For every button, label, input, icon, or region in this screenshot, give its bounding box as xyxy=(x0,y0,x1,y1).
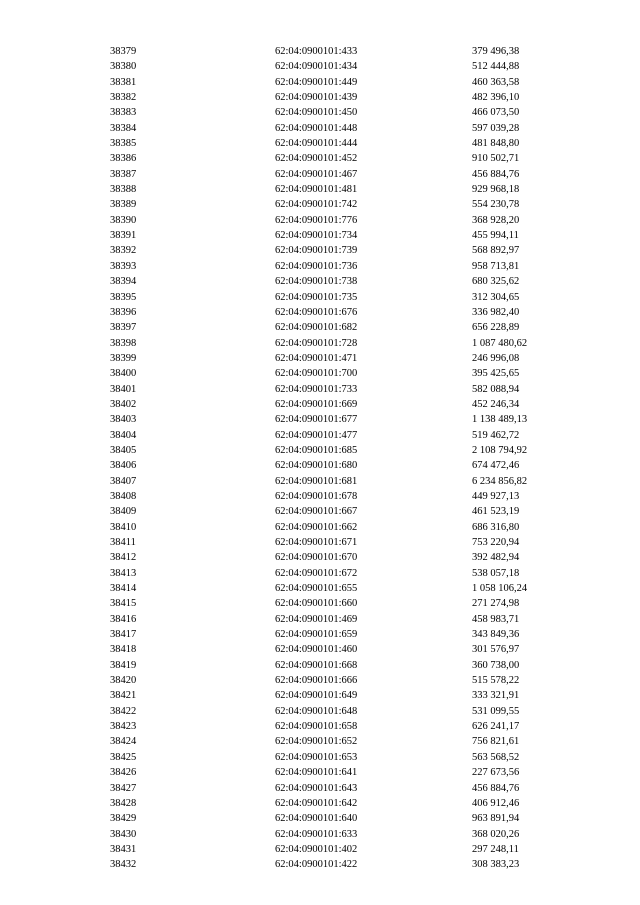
table-row xyxy=(0,382,640,397)
row-number: 38423 xyxy=(110,721,137,733)
row-number: 38381 xyxy=(110,76,137,88)
cadastral-number: 62:04:0900101:667 xyxy=(275,506,358,518)
table-row xyxy=(0,857,640,872)
table-row xyxy=(0,182,640,197)
cadastral-number: 62:04:0900101:672 xyxy=(275,567,358,579)
row-number: 38386 xyxy=(110,153,137,165)
cadastral-number: 62:04:0900101:643 xyxy=(275,782,358,794)
cadastral-number: 62:04:0900101:671 xyxy=(275,537,358,548)
row-number: 38390 xyxy=(110,214,137,226)
cadastral-number: 62:04:0900101:659 xyxy=(275,629,358,641)
cadastral-number: 62:04:0900101:738 xyxy=(275,276,358,288)
table-row xyxy=(0,259,640,274)
cadastral-number: 62:04:0900101:449 xyxy=(275,76,358,88)
table-row xyxy=(0,658,640,673)
table-row xyxy=(0,734,640,749)
table-row xyxy=(0,213,640,228)
cadastral-value: 343 849,36 xyxy=(472,629,520,641)
row-number: 38397 xyxy=(110,322,137,334)
cadastral-number: 62:04:0900101:471 xyxy=(275,352,358,364)
cadastral-number: 62:04:0900101:433 xyxy=(275,46,358,57)
cadastral-value: 531 099,55 xyxy=(472,705,520,717)
cadastral-value: 963 891,94 xyxy=(472,813,520,825)
cadastral-value: 1 087 480,62 xyxy=(472,337,528,349)
cadastral-number: 62:04:0900101:742 xyxy=(275,199,358,211)
row-number: 38406 xyxy=(110,460,137,472)
cadastral-value: 929 968,18 xyxy=(472,184,520,196)
cadastral-value: 466 073,50 xyxy=(472,107,520,119)
cadastral-number: 62:04:0900101:734 xyxy=(275,230,358,242)
row-number: 38387 xyxy=(110,168,137,180)
row-number: 38389 xyxy=(110,199,137,211)
cadastral-value: 680 325,62 xyxy=(472,276,520,288)
row-number: 38398 xyxy=(110,337,137,349)
cadastral-number: 62:04:0900101:448 xyxy=(275,122,358,134)
cadastral-value: 452 246,34 xyxy=(472,398,520,410)
table-row xyxy=(0,243,640,258)
cadastral-value: 6 234 856,82 xyxy=(472,475,528,487)
cadastral-number: 62:04:0900101:460 xyxy=(275,644,358,656)
row-number: 38403 xyxy=(110,414,137,426)
cadastral-value: 2 108 794,92 xyxy=(472,444,528,456)
table-row xyxy=(0,612,640,627)
row-number: 38396 xyxy=(110,306,137,318)
cadastral-value: 336 982,40 xyxy=(472,306,520,318)
row-number: 38431 xyxy=(110,843,137,855)
cadastral-number: 62:04:0900101:642 xyxy=(275,797,358,809)
table-row xyxy=(0,781,640,796)
row-number: 38392 xyxy=(110,245,137,257)
cadastral-number: 62:04:0900101:469 xyxy=(275,613,358,625)
cadastral-number: 62:04:0900101:669 xyxy=(275,398,358,410)
row-number: 38382 xyxy=(110,92,137,104)
row-number: 38420 xyxy=(110,675,137,687)
cadastral-value: 753 220,94 xyxy=(472,537,520,548)
cadastral-value: 756 821,61 xyxy=(472,736,520,748)
table-row xyxy=(0,765,640,780)
row-number: 38432 xyxy=(110,859,137,871)
cadastral-value: 958 713,81 xyxy=(472,260,520,272)
cadastral-number: 62:04:0900101:452 xyxy=(275,153,358,165)
table-row xyxy=(0,842,640,857)
cadastral-value: 406 912,46 xyxy=(472,797,520,809)
cadastral-value: 563 568,52 xyxy=(472,751,520,763)
table-row xyxy=(0,136,640,151)
table-row xyxy=(0,566,640,581)
row-number: 38405 xyxy=(110,444,137,456)
cadastral-value: 674 472,46 xyxy=(472,460,520,472)
cadastral-number: 62:04:0900101:481 xyxy=(275,184,358,196)
table-row xyxy=(0,811,640,826)
table-row xyxy=(0,397,640,412)
row-number: 38410 xyxy=(110,521,137,533)
cadastral-value: 538 057,18 xyxy=(472,567,520,579)
cadastral-value: 392 482,94 xyxy=(472,552,520,564)
cadastral-number: 62:04:0900101:652 xyxy=(275,736,358,748)
cadastral-number: 62:04:0900101:676 xyxy=(275,306,358,318)
cadastral-number: 62:04:0900101:662 xyxy=(275,521,358,533)
cadastral-value: 626 241,17 xyxy=(472,721,520,733)
table-row xyxy=(0,151,640,166)
row-number: 38400 xyxy=(110,368,137,380)
cadastral-value: 461 523,19 xyxy=(472,506,520,518)
cadastral-number: 62:04:0900101:736 xyxy=(275,260,358,272)
table-row xyxy=(0,827,640,842)
cadastral-number: 62:04:0900101:655 xyxy=(275,583,358,595)
cadastral-number: 62:04:0900101:735 xyxy=(275,291,358,303)
cadastral-value: 379 496,38 xyxy=(472,46,520,57)
cadastral-number: 62:04:0900101:733 xyxy=(275,383,358,395)
table-row xyxy=(0,290,640,305)
cadastral-number: 62:04:0900101:477 xyxy=(275,429,358,441)
cadastral-value: 582 088,94 xyxy=(472,383,520,395)
cadastral-value: 512 444,88 xyxy=(472,61,520,73)
table-row xyxy=(0,167,640,182)
cadastral-value: 568 892,97 xyxy=(472,245,520,257)
table-row xyxy=(0,443,640,458)
table-row xyxy=(0,596,640,611)
table-row xyxy=(0,688,640,703)
cadastral-value: 456 884,76 xyxy=(472,168,520,180)
cadastral-number: 62:04:0900101:467 xyxy=(275,168,358,180)
cadastral-value: 686 316,80 xyxy=(472,521,520,533)
cadastral-number: 62:04:0900101:402 xyxy=(275,843,358,855)
cadastral-value: 458 983,71 xyxy=(472,613,520,625)
table-row xyxy=(0,197,640,212)
cadastral-value: 1 138 489,13 xyxy=(472,414,528,426)
row-number: 38395 xyxy=(110,291,137,303)
cadastral-value: 308 383,23 xyxy=(472,859,520,871)
cadastral-number: 62:04:0900101:739 xyxy=(275,245,358,257)
row-number: 38399 xyxy=(110,352,137,364)
row-number: 38426 xyxy=(110,767,137,779)
cadastral-value: 656 228,89 xyxy=(472,322,520,334)
cadastral-number: 62:04:0900101:681 xyxy=(275,475,358,487)
table-row xyxy=(0,105,640,120)
table-row xyxy=(0,75,640,90)
cadastral-number: 62:04:0900101:450 xyxy=(275,107,358,119)
row-number: 38394 xyxy=(110,276,137,288)
row-number: 38424 xyxy=(110,736,137,748)
row-number: 38416 xyxy=(110,613,137,625)
row-number: 38391 xyxy=(110,230,137,242)
cadastral-value: 460 363,58 xyxy=(472,76,520,88)
cadastral-value-table xyxy=(0,44,640,873)
table-row xyxy=(0,336,640,351)
table-row xyxy=(0,412,640,427)
row-number: 38388 xyxy=(110,184,137,196)
row-number: 38409 xyxy=(110,506,137,518)
cadastral-number: 62:04:0900101:682 xyxy=(275,322,358,334)
table-row xyxy=(0,305,640,320)
row-number: 38411 xyxy=(110,537,136,548)
cadastral-value: 456 884,76 xyxy=(472,782,520,794)
cadastral-number: 62:04:0900101:653 xyxy=(275,751,358,763)
cadastral-value: 297 248,11 xyxy=(472,843,519,855)
row-number: 38401 xyxy=(110,383,137,395)
row-number: 38418 xyxy=(110,644,137,656)
cadastral-value: 515 578,22 xyxy=(472,675,520,687)
table-row xyxy=(0,458,640,473)
cadastral-number: 62:04:0900101:640 xyxy=(275,813,358,825)
cadastral-value: 368 020,26 xyxy=(472,828,520,840)
table-row xyxy=(0,581,640,596)
table-row xyxy=(0,121,640,136)
cadastral-number: 62:04:0900101:444 xyxy=(275,138,358,150)
row-number: 38417 xyxy=(110,629,137,641)
cadastral-number: 62:04:0900101:633 xyxy=(275,828,358,840)
cadastral-value: 910 502,71 xyxy=(472,153,520,165)
cadastral-number: 62:04:0900101:680 xyxy=(275,460,358,472)
cadastral-value: 449 927,13 xyxy=(472,490,520,502)
row-number: 38384 xyxy=(110,122,137,134)
cadastral-number: 62:04:0900101:658 xyxy=(275,721,358,733)
table-row xyxy=(0,796,640,811)
cadastral-value: 481 848,80 xyxy=(472,138,520,150)
cadastral-number: 62:04:0900101:776 xyxy=(275,214,358,226)
row-number: 38413 xyxy=(110,567,137,579)
table-row xyxy=(0,59,640,74)
cadastral-value: 554 230,78 xyxy=(472,199,520,211)
row-number: 38428 xyxy=(110,797,137,809)
cadastral-value: 227 673,56 xyxy=(472,767,520,779)
cadastral-number: 62:04:0900101:728 xyxy=(275,337,358,349)
table-row xyxy=(0,489,640,504)
cadastral-value: 246 996,08 xyxy=(472,352,520,364)
cadastral-number: 62:04:0900101:666 xyxy=(275,675,358,687)
row-number: 38402 xyxy=(110,398,137,410)
table-row xyxy=(0,550,640,565)
row-number: 38421 xyxy=(110,690,137,702)
cadastral-number: 62:04:0900101:660 xyxy=(275,598,358,610)
cadastral-number: 62:04:0900101:668 xyxy=(275,659,358,671)
table-row xyxy=(0,474,640,489)
row-number: 38415 xyxy=(110,598,137,610)
cadastral-number: 62:04:0900101:641 xyxy=(275,767,358,779)
table-row xyxy=(0,750,640,765)
cadastral-value: 519 462,72 xyxy=(472,429,520,441)
table-row xyxy=(0,228,640,243)
cadastral-value: 312 304,65 xyxy=(472,291,520,303)
table-row xyxy=(0,90,640,105)
row-number: 38412 xyxy=(110,552,137,564)
cadastral-number: 62:04:0900101:670 xyxy=(275,552,358,564)
table-row xyxy=(0,274,640,289)
row-number: 38422 xyxy=(110,705,137,717)
row-number: 38430 xyxy=(110,828,137,840)
cadastral-value: 455 994,11 xyxy=(472,230,519,242)
table-row xyxy=(0,44,640,59)
row-number: 38385 xyxy=(110,138,137,150)
table-row xyxy=(0,673,640,688)
table-row xyxy=(0,320,640,335)
cadastral-value: 597 039,28 xyxy=(472,122,520,134)
cadastral-number: 62:04:0900101:678 xyxy=(275,490,358,502)
cadastral-value: 301 576,97 xyxy=(472,644,520,656)
row-number: 38379 xyxy=(110,46,137,57)
row-number: 38380 xyxy=(110,61,137,73)
row-number: 38393 xyxy=(110,260,137,272)
table-row xyxy=(0,504,640,519)
row-number: 38425 xyxy=(110,751,137,763)
cadastral-value: 333 321,91 xyxy=(472,690,520,702)
table-row xyxy=(0,627,640,642)
row-number: 38427 xyxy=(110,782,137,794)
cadastral-value: 360 738,00 xyxy=(472,659,520,671)
cadastral-value: 395 425,65 xyxy=(472,368,520,380)
cadastral-value: 271 274,98 xyxy=(472,598,520,610)
row-number: 38404 xyxy=(110,429,137,441)
table-row xyxy=(0,520,640,535)
cadastral-value: 482 396,10 xyxy=(472,92,520,104)
cadastral-number: 62:04:0900101:677 xyxy=(275,414,358,426)
row-number: 38419 xyxy=(110,659,137,671)
row-number: 38414 xyxy=(110,583,137,595)
table-row xyxy=(0,704,640,719)
table-row xyxy=(0,719,640,734)
table-row xyxy=(0,642,640,657)
cadastral-number: 62:04:0900101:685 xyxy=(275,444,358,456)
row-number: 38429 xyxy=(110,813,137,825)
row-number: 38383 xyxy=(110,107,137,119)
row-number: 38408 xyxy=(110,490,137,502)
row-number: 38407 xyxy=(110,475,137,487)
cadastral-number: 62:04:0900101:648 xyxy=(275,705,358,717)
cadastral-value: 368 928,20 xyxy=(472,214,520,226)
cadastral-number: 62:04:0900101:700 xyxy=(275,368,358,380)
cadastral-number: 62:04:0900101:649 xyxy=(275,690,358,702)
cadastral-number: 62:04:0900101:434 xyxy=(275,61,358,73)
table-row xyxy=(0,366,640,381)
table-row xyxy=(0,535,640,550)
cadastral-number: 62:04:0900101:439 xyxy=(275,92,358,104)
table-row xyxy=(0,351,640,366)
table-row xyxy=(0,428,640,443)
cadastral-value: 1 058 106,24 xyxy=(472,583,528,595)
cadastral-number: 62:04:0900101:422 xyxy=(275,859,358,871)
